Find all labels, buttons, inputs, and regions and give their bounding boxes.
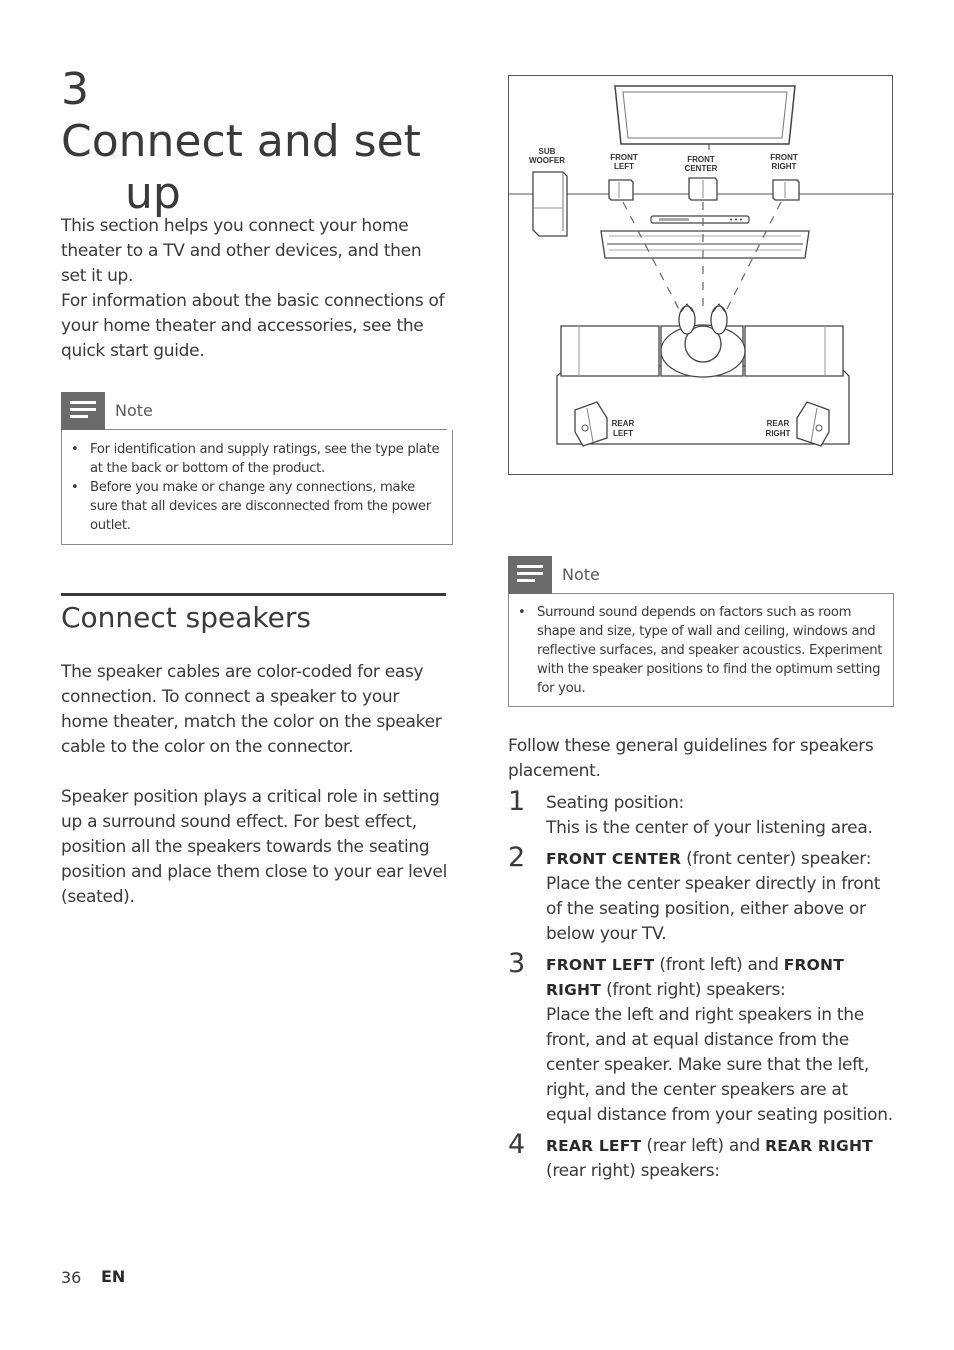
- step-text: (front center) speaker:: [681, 849, 872, 869]
- step-text: (front left) and: [654, 955, 784, 975]
- step-2: [508, 842, 898, 947]
- note-item: • Before you make or change any connections, make sure that all devices are disconnected from the power outlet.: [62, 478, 446, 535]
- label-front-left-2: LEFT: [614, 162, 634, 171]
- label-front-center-2: CENTER: [684, 164, 718, 173]
- front-center-speaker-icon: [689, 178, 717, 200]
- step-text: Place the center speaker directly in front of the seating position, either above or below your TV.: [546, 874, 881, 944]
- section-text: [61, 660, 449, 910]
- label-subwoofer-1: SUB: [538, 147, 556, 156]
- note-box: [61, 430, 453, 545]
- intro-paragraph: This section helps you connect your home theater to a TV and other devices, and then set it up.: [61, 216, 422, 286]
- section-paragraph: The speaker cables are color-coded for easy connection. To connect a speaker to your home theater, match the color on the speaker cable to the color on the connector.: [61, 662, 442, 757]
- note-box: [508, 594, 894, 707]
- chapter-title-line2: up: [125, 168, 181, 219]
- chapter-title: [61, 64, 461, 220]
- step-text: This is the center of your listening area.: [546, 818, 873, 838]
- main-unit-icon: [651, 216, 749, 223]
- section-divider: [61, 593, 446, 596]
- label-front-left-1: FRONT: [610, 153, 638, 162]
- step-number: 3: [508, 948, 526, 979]
- intro-paragraph: For information about the basic connections of your home theater and accessories, see the quick start guide.: [61, 291, 445, 361]
- page-number: 36: [61, 1268, 82, 1287]
- step-text: (rear left) and: [641, 1136, 766, 1156]
- label-front-right-1: FRONT: [770, 153, 798, 162]
- tv-stand-icon: [601, 231, 809, 258]
- label-rear-right-1: REAR: [766, 419, 790, 428]
- front-right-speaker-icon: [773, 180, 799, 200]
- front-left-speaker-icon: [609, 180, 633, 200]
- section-title: Connect speakers: [61, 601, 311, 634]
- step-text: Place the left and right speakers in the front, and at equal distance from the center speaker. Make sure that the left, right, and the center speakers are at equal distance from your seating position.: [546, 1005, 893, 1125]
- note-label: Note: [115, 401, 153, 420]
- label-rear-left-2: LEFT: [613, 429, 633, 438]
- step-keyword: FRONT RIGHT: [546, 956, 844, 999]
- note-item: • Surround sound depends on factors such as room shape and size, type of wall and ceiling, windows and reflective surfaces, and speaker acoustics. Experiment with the speaker positions to find the optimum setting for you.: [509, 603, 883, 698]
- intro-text: [61, 214, 446, 364]
- language-code: EN: [101, 1267, 126, 1286]
- label-subwoofer-2: WOOFER: [529, 156, 565, 165]
- tv-icon: [615, 86, 795, 150]
- step-text: (front right) speakers:: [600, 980, 786, 1000]
- listener-icon: [661, 304, 745, 377]
- step-number: 1: [508, 786, 526, 817]
- step-number: 2: [508, 842, 526, 873]
- step-number: 4: [508, 1129, 526, 1160]
- label-rear-left-1: REAR: [611, 419, 635, 428]
- step-keyword: REAR LEFT: [546, 1137, 642, 1155]
- step-text: (rear right) speakers:: [546, 1161, 720, 1181]
- label-rear-right-2: RIGHT: [765, 429, 791, 438]
- note-icon: [61, 392, 105, 430]
- label-front-right-2: RIGHT: [771, 162, 797, 171]
- note-header: [508, 556, 894, 594]
- section-paragraph: Speaker position plays a critical role in setting up a surround sound effect. For best effect, position all the speakers towards the seating position and place them close to your ear level (seated).: [61, 787, 448, 907]
- step-4: [508, 1129, 898, 1184]
- guidelines-intro: Follow these general guidelines for speakers placement.: [508, 736, 874, 781]
- note-icon: [508, 556, 552, 594]
- note-item: • For identification and supply ratings, see the type plate at the back or bottom of the product.: [62, 440, 446, 478]
- speaker-placement-diagram: [508, 75, 893, 475]
- step-keyword: FRONT LEFT: [546, 956, 655, 974]
- step-text: Seating position:: [546, 793, 684, 813]
- step-1: [508, 786, 898, 841]
- label-front-center-1: FRONT: [687, 155, 715, 164]
- chapter-title-line1: Connect and set: [61, 116, 421, 167]
- subwoofer-icon: [533, 172, 567, 236]
- chapter-number: 3: [61, 64, 89, 115]
- step-3: [508, 948, 898, 1128]
- note-label: Note: [562, 565, 600, 584]
- step-keyword: REAR RIGHT: [765, 1137, 873, 1155]
- note-header: [61, 392, 447, 430]
- step-keyword: FRONT CENTER: [546, 850, 682, 868]
